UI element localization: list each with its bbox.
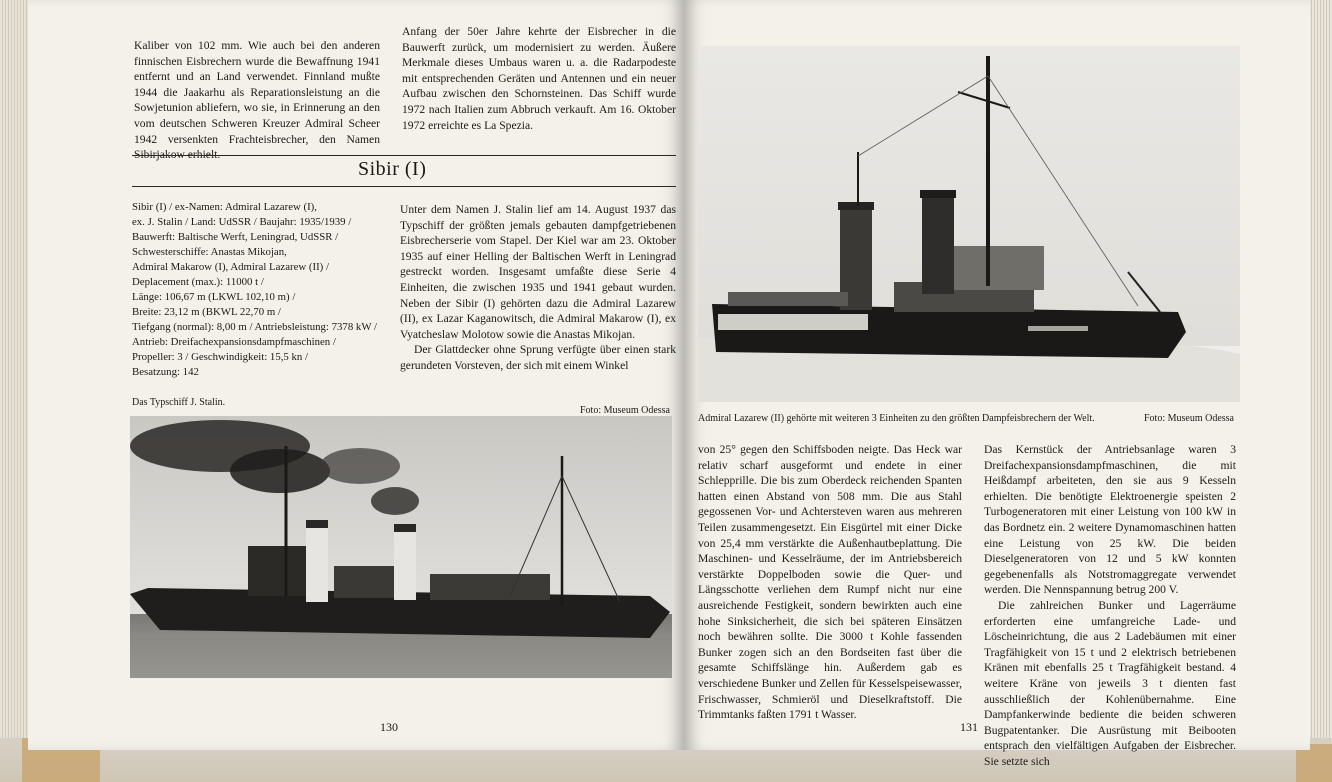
right-col2-text bbox=[984, 442, 1236, 769]
spec-line: Länge: 106,67 m (LKWL 102,10 m) / bbox=[132, 291, 296, 303]
page-number-left: 130 bbox=[380, 720, 398, 734]
left-page bbox=[28, 0, 684, 750]
section-rule-top bbox=[132, 155, 676, 156]
right-photo-caption: Admiral Lazarew (II) gehörte mit weiteren 3 Einheiten zu den größten Dampfeisbrechern der Welt. bbox=[698, 413, 1095, 424]
left-page-edges bbox=[0, 0, 30, 750]
page-number-right: 131 bbox=[960, 720, 978, 734]
spec-line: Tiefgang (normal): 8,00 m / Antriebsleistung: 7378 kW / bbox=[132, 321, 378, 333]
paragraph: Unter dem Namen J. Stalin lief am 14. August 1937 das Typschiff der größten jemals gebauten dampfgetriebenen Eisbrecherserie vom Stapel. Der Kiel war am 23. Oktober 1935 auf einer Helling der Baltischen Werft in Leningrad gestreckt worden. Insgesamt umfaßte diese Serie 4 Einheiten, die zwischen 1935 und 1941 gebaut wurden. Neben der Sibir (I) gehörten dazu die Admiral Lazarew (II), ex Lazar Kaganowitsch, die Admiral Makarow (I), ex Vyatcheslaw Molotow sowie die Anastas Mikojan. bbox=[400, 203, 676, 341]
section-rule-bottom bbox=[132, 186, 676, 187]
spec-line: Admiral Makarow (I), Admiral Lazarew (II) / bbox=[132, 261, 329, 273]
left-col1-top-text: Kaliber von 102 mm. Wie auch bei den anderen finnischen Eisbrechern wurde die Bewaffnung 1941 entfernt und an Land verwendet. Finnland mußte 1944 die Jaakarhu als Reparationsleistung an die Sowjetunion abliefern, wo sie, in Erinnerung an den vom deutschen Schweren Kreuzer Admiral Scheer 1942 versenkten Frachteisbrecher, den Namen Sibirjakow erhielt. bbox=[134, 39, 380, 162]
spec-line: Breite: 23,12 m (BKWL 22,70 m / bbox=[132, 306, 281, 318]
paragraph: Die zahlreichen Bunker und Lagerräume erforderten eine umfangreiche Lade- und Löscheinrichtung, die aus 2 Ladebäumen mit einer Tragfähigkeit von 15 t und 2 elektrisch betriebenen Kränen mit ebenfalls 25 t Tragfähigkeit bestand. 4 weitere Kräne von jeweils 3 t dienten fast ausschließlich der Kohlenübernahme. Eine Dampfankerwinde bediente die beiden schweren Bugpatentanker. Die Ausrüstung mit Beibooten entsprach den vielfältigen Aufgaben der Eisbrecher. Sie setzte sich bbox=[984, 598, 1236, 768]
spec-line: Propeller: 3 / Geschwindigkeit: 15,5 kn / bbox=[132, 351, 309, 363]
photo-stalin-icebreaker bbox=[130, 416, 672, 678]
spec-block bbox=[132, 200, 394, 380]
spec-line: Besatzung: 142 bbox=[132, 366, 199, 378]
spec-line: ex. J. Stalin / Land: UdSSR / Baujahr: 1935/1939 / bbox=[132, 216, 352, 228]
left-photo-caption: Das Typschiff J. Stalin. bbox=[132, 397, 226, 408]
paragraph: Das Kernstück der Antriebsanlage waren 3 Dreifachexpansionsdampfmaschinen, die mit Heißdampf arbeiteten, den sie aus 9 Kesseln erhielten. Die benötigte Elektroenergie speisten 2 Turbogeneratoren mit einer Leistung von 100 kW in das Bordnetz ein. 2 weitere Dynamomaschinen hatten eine Leistung von 25 kW. Die beiden Dieselgeneratoren von 12 und 5 kW konnten gegebenenfalls als Notstromaggregate verwendet werden. Die Nennspannung betrug 200 V. bbox=[984, 443, 1236, 597]
right-page-edges bbox=[1308, 0, 1332, 750]
left-col2-top-text: Anfang der 50er Jahre kehrte der Eisbrecher in die Bauwerft zurück, um modernisiert zu werden. Äußere Merkmale dieses Umbaus waren u. a. die Radarpodeste mit entsprechenden Geräten und Antennen und ein neuer Aufbau zwischen den Schornsteinen. Das Schiff wurde 1972 nach Italien zum Abbruch verkauft. Am 16. Oktober 1972 erreichte es La Spezia. bbox=[402, 25, 676, 132]
spec-line: Schwesterschiffe: Anastas Mikojan, bbox=[132, 246, 287, 258]
section-title: Sibir (I) bbox=[358, 158, 427, 180]
right-photo-credit: Foto: Museum Odessa bbox=[1144, 413, 1234, 424]
spec-line: Bauwerft: Baltische Werft, Leningrad, UdSSR / bbox=[132, 231, 339, 243]
left-col2-mid bbox=[400, 202, 676, 374]
left-photo-credit: Foto: Museum Odessa bbox=[580, 405, 670, 416]
right-page bbox=[684, 0, 1310, 768]
spec-line: Sibir (I) / ex-Namen: Admiral Lazarew (I), bbox=[132, 201, 317, 213]
spec-line: Deplacement (max.): 11000 t / bbox=[132, 276, 264, 288]
photo-lazarew-icebreaker bbox=[698, 46, 1240, 402]
right-col1-text: von 25° gegen den Schiffsboden neigte. Das Heck war relativ scharf ausgeformt und endete in einer Schlepprille. Die bis zum Oberdeck reichenden Spanten hatten einen Abstand von 508 mm. Die aus Stahl gegossenen Vor- und Achtersteven waren aus mehreren Teilen zusammengesetzt. Ein Eisgürtel mit einer Dicke von 25,4 mm verstärkte die Außenhautbeplattung. Die Maschinen- und Kesselräume, der im Antriebsbereich verstärkte Doppelboden sowie die Quer- und Längsschotte verliehen dem Rumpf nicht nur eine ausreichende Festigkeit, sondern bewirkten auch eine hohe Sinksicherheit, die sich bei späteren Einsätzen noch bewähren sollte. Die 3000 t Kohle fassenden Bunker zogen sich an den Bordseiten fast über die gesamte Schiffslänge hin. Außerdem gab es verschiedene Bunker und Zellen für Kesselspeisewasser, Frischwasser, Schmieröl und Dieselkraftstoff. Die Trimmtanks faßten 1791 t Wasser. bbox=[698, 443, 962, 722]
paragraph: Der Glattdecker ohne Sprung verfügte über einen stark gerundeten Vorsteven, der sich mit einem Winkel bbox=[400, 343, 676, 372]
spec-line: Antrieb: Dreifachexpansionsdampfmaschinen / bbox=[132, 336, 336, 348]
